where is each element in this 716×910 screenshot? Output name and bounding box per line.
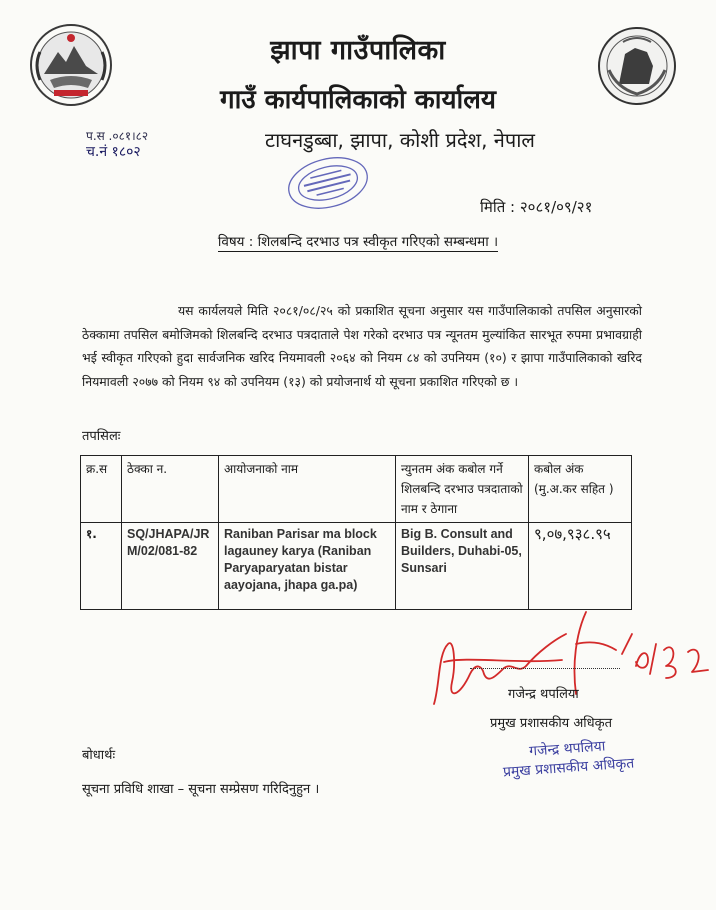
cc-notice: सूचना प्रविधि शाखा – सूचना सम्प्रेसण गरिदिनुहुन । xyxy=(82,782,320,797)
contract-table xyxy=(80,455,632,610)
seal-title: प्रमुख प्रशासकीय अधिकृत xyxy=(502,755,635,781)
office-address: टाघनडुब्बा, झापा, कोशी प्रदेश, नेपाल xyxy=(265,128,535,152)
letter-date: मिति : २०८१/०९/२१ xyxy=(480,198,593,216)
cc-label: बोधार्थः xyxy=(82,748,116,763)
dispatch-number: च.नं १८०२ xyxy=(86,144,141,160)
signature-line xyxy=(470,668,620,669)
office-subtitle: गाउँ कार्यपालिकाको कार्यालय xyxy=(220,85,496,115)
column-header-project: आयोजनाको नाम xyxy=(219,456,396,523)
column-header-amount: कबोल अंक (मु.अ.कर सहित ) xyxy=(529,456,632,523)
office-stamp-icon xyxy=(282,152,374,214)
cell-contract-no: SQ/JHAPA/JRM/02/081-82 xyxy=(122,523,219,610)
body-paragraph: यस कार्यलयले मिति २०८१/०८/२५ को प्रकाशित सूचना अनुसार यस गाउँपालिकाको तपसिल अनुसारको ठेक्कामा तपसिल बमोजिमको शिलबन्दि दरभाउ पत्रदाताले पेश गरेको दरभाउ पत्र न्यूनतम मुल्यांकित सारभूत रुपमा प्रभावग्राही भई स्वीकृत गरिएको हुदा सार्वजनिक खरिद नियमावली २०६४ को नियम ८४ को उपनियम (१०) र झापा गाउँपालिकाको खरिद नियमावली २०७७ को नियम ९४ को उपनियम (१३) को प्रयोजनार्थ यो सूचना प्रकाशित गरिएको छ । xyxy=(82,303,642,389)
column-header-bidder: न्युनतम अंक कबोल गर्ने शिलबन्दि दरभाउ पत्रदाताको नाम र ठेगाना xyxy=(396,456,529,523)
column-header-contract-no: ठेक्का न. xyxy=(122,456,219,523)
table-row xyxy=(81,523,632,610)
cell-amount: ९,०७,९३८.९५ xyxy=(529,523,632,610)
signer-title: प्रमुख प्रशासकीय अधिकृत xyxy=(490,716,613,731)
subject-text: विषय : शिलबन्दि दरभाउ पत्र स्वीकृत गरिएको सम्बन्धमा । xyxy=(217,234,499,250)
signer-name: गजेन्द्र थपलिया xyxy=(508,687,579,702)
table-header-row xyxy=(81,456,632,523)
details-label: तपसिलः xyxy=(82,429,121,444)
fiscal-year-ref: प.स .०८१।८२ xyxy=(86,129,149,143)
cell-bidder: Big B. Consult and Builders, Duhabi-05, Sunsari xyxy=(396,523,529,610)
cell-sn: १. xyxy=(81,523,122,610)
letter-body xyxy=(82,299,642,393)
office-name: झापा गाउँपालिका xyxy=(270,35,446,66)
cell-project: Raniban Parisar ma block lagauney karya (Raniban Paryaparyatan bistar aayojana, jhapa ga.pa) xyxy=(219,523,396,610)
column-header-sn: क्र.स xyxy=(81,456,122,523)
letter-subject xyxy=(0,232,716,250)
name-seal xyxy=(487,734,649,783)
seal-name: गजेन्द्र थपलिया xyxy=(528,738,606,760)
